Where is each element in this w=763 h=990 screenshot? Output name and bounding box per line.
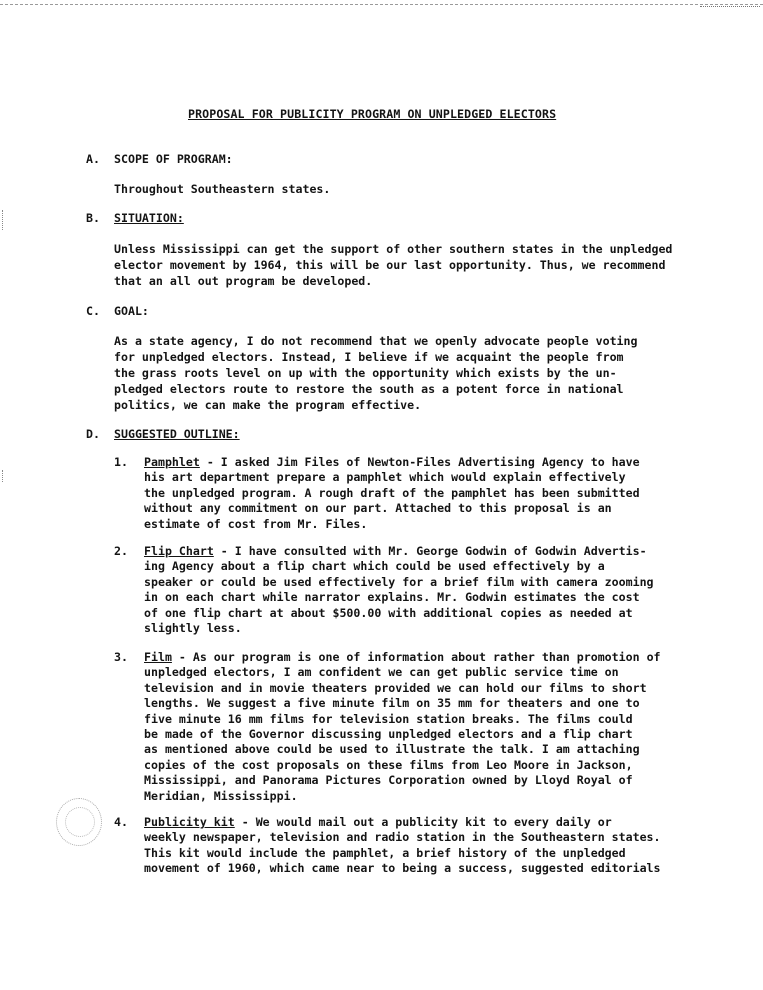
top-edge-smudge (700, 0, 760, 7)
stamp-mark (56, 798, 102, 846)
section-a-heading: A. SCOPE OF PROGRAM: (86, 152, 233, 166)
document-page: PROPOSAL FOR PUBLICITY PROGRAM ON UNPLEDGED ELECTORS A. SCOPE OF PROGRAM: Throughout Southeastern states. B. SITUATION: Unless Mississippi can get the support of other southern states in the unpledged elector movement by 1964, this will be our last opportunity. Thus, we recommend that an all out program be developed. C. GOAL: As a state agency, I do not recommend that we openly advocate people voting for unpledged electors. Instead, I believe if we acquaint the people from the grass roots level on up with the opportunity which exists by the un- pledged electors route to restore the south as a potent force in national politics, we can make the program effective. D. SUGGESTED OUTLINE: 1. Pamphlet - I asked Jim Files of Newton-Files Advertising Agency to have his art department prepare a pamphlet which would explain effectively the unpledged program. A rough draft of the pamphlet has been submitted without any commitment on our part. Attached to this proposal is an estimate of cost from Mr. Files. 2. Flip Chart - I have consulted with Mr. George Godwin of Godwin Advertis- ing Agency about a flip chart which could be used effectively by a speaker or could be used effectively for a brief film with camera zooming in on each chart while narrator explains. Mr. Godwin estimates the cost of one flip chart at about $500.00 with additional copies as needed at slightly less. 3. Film - As our program is one of information about rather than promotion of unpledged electors, I am confident we can get public service time on television and in movie theaters provided we can hold our films to short lengths. We suggest a five minute film on 35 mm for theaters and one to five minute 16 mm films for television station breaks. The films could be made of the Governor discussing unpledged electors and a flip chart as mentioned above could be used to illustrate the talk. I am attaching copies of the cost proposals on these films from Leo Moore in Jackson, Mississippi, and Panorama Pictures Corporation owned by Lloyd Royal of Meridian, Mississippi. 4. Publicity kit - We would mail out a publicity kit to every daily or weekly newspaper, television and radio station in the Southeastern states. This kit would include the pamphlet, a brief history of the unpledged movement of 1960, which came near to being a success, suggested editorials (0, 0, 763, 990)
section-c-heading: C. GOAL: (86, 304, 149, 318)
document-title: PROPOSAL FOR PUBLICITY PROGRAM ON UNPLEDGED ELECTORS (188, 107, 557, 121)
left-margin-mark (2, 470, 6, 482)
left-margin-mark (2, 210, 6, 230)
section-c-text: As a state agency, I do not recommend that we openly advocate people voting for unpledged electors. Instead, I believe if we acquaint the people from the grass roots level on up with the opportunity which exists by the un- pledged electors route to restore the south as a potent force in national politics, we can make the program effective. (114, 334, 638, 412)
top-edge-rule (0, 4, 763, 5)
section-d-heading: D. SUGGESTED OUTLINE: (86, 427, 240, 441)
section-b-text: Unless Mississippi can get the support of other southern states in the unpledged elector movement by 1964, this will be our last opportunity. Thus, we recommend that an all out program be developed. (114, 242, 673, 288)
section-b-heading: B. SITUATION: (86, 211, 184, 225)
section-a-text: Throughout Southeastern states. (114, 182, 331, 196)
